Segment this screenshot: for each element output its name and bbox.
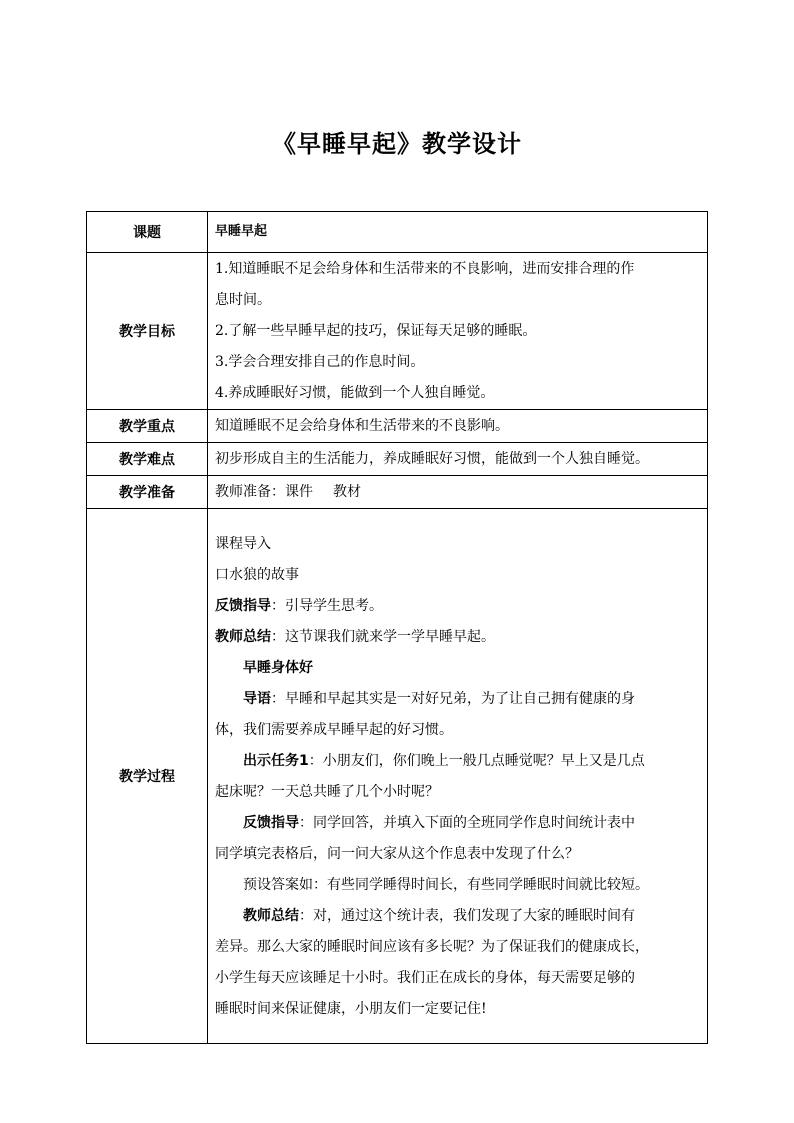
feedback-label: 反馈指导 [215, 598, 271, 614]
document-title: 《早睡早起》教学设计 [272, 130, 522, 158]
table-row-goals [87, 253, 708, 410]
feedback2-paragraph [215, 808, 703, 839]
summary-paragraph [215, 622, 703, 653]
summary2-label: 教师总结 [243, 908, 299, 924]
goal-item: 2.了解一些早睡早起的技巧，保证每天足够的睡眠。 [215, 322, 537, 339]
focus-value: 知道睡眠不足会给身体和生活带来的不良影响。 [208, 410, 708, 443]
feedback-paragraph [215, 591, 703, 622]
story-title: 口水狼的故事 [215, 567, 299, 583]
summary-text: ：这节课我们就来学一学早睡早起。 [271, 629, 495, 645]
difficulty-label: 教学难点 [87, 443, 208, 476]
goals-label: 教学目标 [87, 253, 208, 410]
goal-item: 3.学会合理安排自己的作息时间。 [215, 353, 425, 370]
preset-answer: 预设答案如：有些同学睡得时间长，有些同学睡眠时间就比较短。 [243, 877, 649, 893]
preparation-textbook: 教材 [333, 483, 361, 500]
guide-text: ：早睡和早起其实是一对好兄弟，为了让自己拥有健康的身 [271, 691, 635, 707]
summary2-text: ：对，通过这个统计表，我们发现了大家的睡眠时间有 [299, 908, 635, 924]
lesson-plan-table [86, 211, 708, 1044]
summary2-text-line2: 差异。那么大家的睡眠时间应该有多长呢？为了保证我们的健康成长， [215, 939, 649, 955]
goal-item: 4.养成睡眠好习惯，能做到一个人独自睡觉。 [215, 384, 495, 401]
intro-title: 课程导入 [215, 536, 271, 552]
goals-content [208, 253, 708, 410]
table-row-difficulty [87, 443, 708, 476]
goal-item: 1.知道睡眠不足会给身体和生活带来的不良影响，进而安排合理的作 [215, 260, 635, 277]
task-text-continued: 起床呢？一天总共睡了几个小时呢？ [215, 784, 439, 800]
guide-paragraph [215, 684, 703, 715]
summary-label: 教师总结 [215, 629, 271, 645]
table-row-topic [87, 212, 708, 253]
feedback-text: ：引导学生思考。 [271, 598, 383, 614]
summary2-text-line4: 睡眠时间来保证健康，小朋友们一定要记住! [215, 1001, 487, 1017]
topic-label: 课题 [87, 212, 208, 253]
table-row-preparation [87, 476, 708, 509]
table-row-process [87, 509, 708, 1044]
feedback2-text: ：同学回答，并填入下面的全班同学作息时间统计表中 [299, 815, 635, 831]
preparation-label: 教学准备 [87, 476, 208, 509]
guide-text-continued: 体，我们需要养成早睡早起的好习惯。 [215, 722, 453, 738]
preparation-value [208, 476, 708, 509]
focus-label: 教学重点 [87, 410, 208, 443]
difficulty-value: 初步形成自主的生活能力，养成睡眠好习惯，能做到一个人独自睡觉。 [208, 443, 708, 476]
feedback2-text-continued: 同学填完表格后，问一问大家从这个作息表中发现了什么？ [215, 846, 579, 862]
task-paragraph [215, 746, 703, 777]
topic-text: 早睡早起 [215, 224, 268, 239]
feedback2-label: 反馈指导 [243, 815, 299, 831]
guide-label: 导语 [243, 691, 271, 707]
task-text: ：小朋友们，你们晚上一般几点睡觉呢？早上又是几点 [308, 753, 645, 769]
table-row-focus [87, 410, 708, 443]
task-label: 出示任务1 [243, 753, 309, 769]
section-title: 早睡身体好 [243, 660, 313, 676]
goal-item: 息时间。 [215, 291, 271, 308]
summary2-paragraph [215, 901, 703, 932]
topic-value [208, 212, 708, 253]
process-label: 教学过程 [87, 509, 208, 1044]
process-content [208, 509, 708, 1044]
summary2-text-line3: 小学生每天应该睡足十小时。我们正在成长的身体，每天需要足够的 [215, 970, 635, 986]
preparation-courseware: 教师准备：课件 [215, 483, 313, 500]
